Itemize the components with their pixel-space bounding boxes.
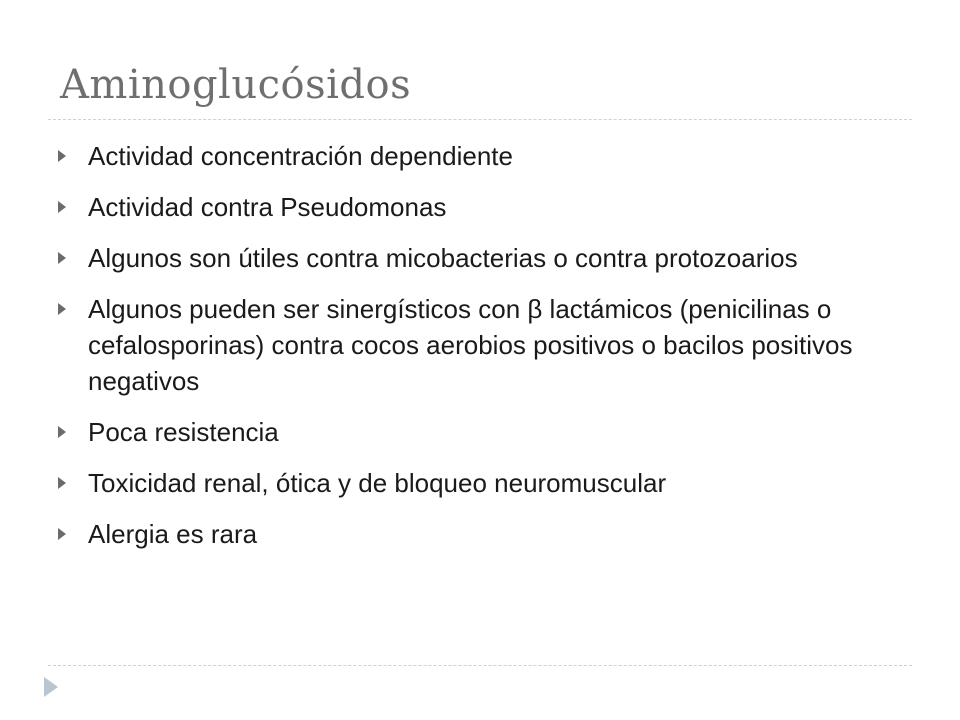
triangle-right-icon [58,303,66,315]
footer-divider [48,665,912,666]
title-divider [48,119,912,120]
bullet-text: Actividad contra Pseudomonas [88,192,447,222]
triangle-right-icon [58,201,66,213]
bullet-item [58,414,898,450]
bullet-text: Algunos pueden ser sinergísticos con β lactámicos (penicilinas o cefalosporinas) contra cocos aerobios positivos o bacilos positivos negativos [88,294,853,396]
slide-title: Aminoglucósidos [60,62,412,108]
bullet-item [58,291,898,399]
bullet-item [58,138,898,174]
bullet-text: Actividad concentración dependiente [88,141,513,171]
triangle-right-icon [58,252,66,264]
bullet-text: Alergia es rara [88,519,258,549]
triangle-right-icon [58,528,66,540]
bullet-text: Algunos son útiles contra micobacterias o contra protozoarios [88,243,798,273]
bullet-item [58,516,898,552]
triangle-right-icon [58,150,66,162]
bullet-text: Toxicidad renal, ótica y de bloqueo neuromuscular [88,468,667,498]
bullet-item [58,189,898,225]
bullet-item [58,240,898,276]
bullet-list [58,138,898,567]
triangle-right-icon [58,426,66,438]
next-slide-icon[interactable] [44,677,58,697]
bullet-text: Poca resistencia [88,417,279,447]
bullet-item [58,465,898,501]
triangle-right-icon [58,477,66,489]
